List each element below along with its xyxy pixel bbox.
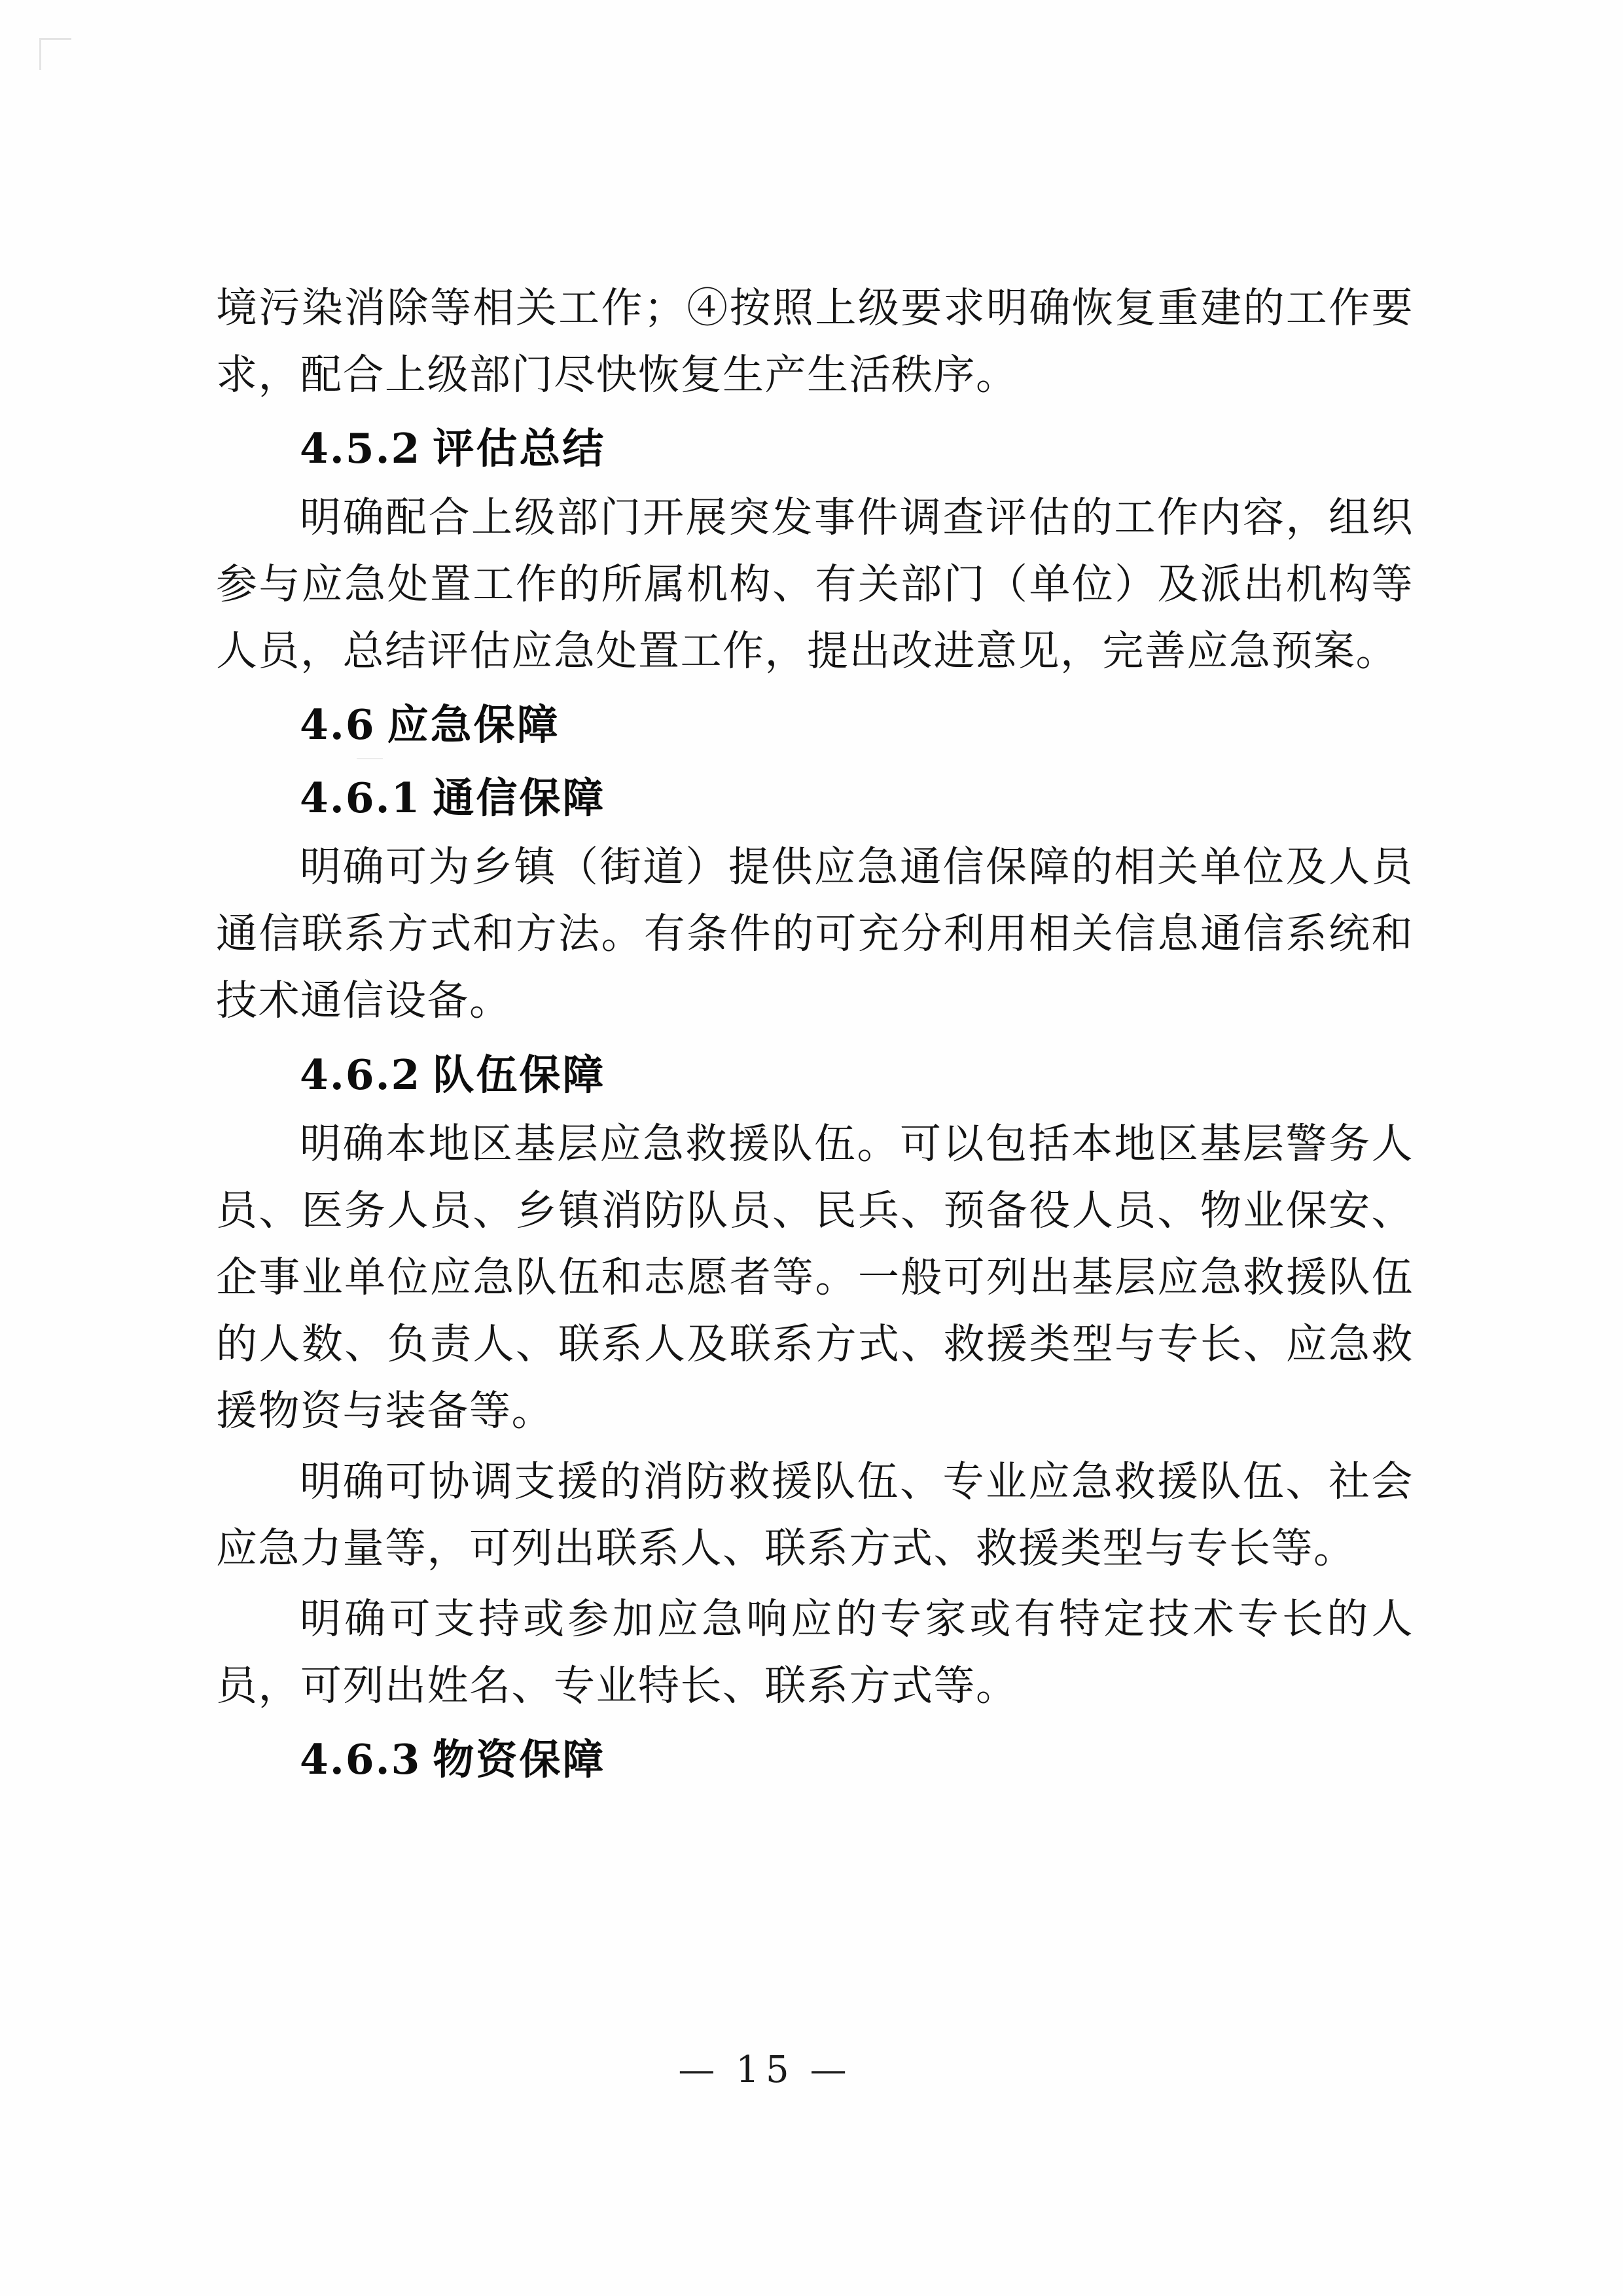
heading-4-6-1	[216, 764, 1414, 831]
heading-title: 队伍保障	[433, 1050, 606, 1099]
paragraph-team-support-3: 明确可支持或参加应急响应的专家或有特定技术专长的人员，可列出姓名、专业特长、联系方式等。	[216, 1594, 1414, 1710]
heading-title: 通信保障	[433, 774, 606, 823]
heading-title: 评估总结	[433, 424, 606, 473]
heading-number: 4.6.2	[300, 1050, 421, 1099]
heading-title: 物资保障	[433, 1734, 606, 1784]
page-number-left-dash: —	[678, 2049, 722, 2091]
paragraph-team-support-2: 明确可协调支援的消防救援队伍、专业应急救援队伍、社会应急力量等，可列出联系人、联系方式、救援类型与专长等。	[216, 1457, 1414, 1572]
heading-number: 4.6.3	[300, 1734, 421, 1784]
heading-title: 应急保障	[387, 700, 560, 749]
heading-4-6-2	[216, 1041, 1414, 1108]
page-number-right-dash: —	[810, 2049, 853, 2091]
heading-4-6	[216, 691, 1414, 758]
paragraph-assessment-summary: 明确配合上级部门开展突发事件调查评估的工作内容，组织参与应急处置工作的所属机构、有关部门（单位）及派出机构等人员，总结评估应急处置工作，提出改进意见，完善应急预案。	[216, 493, 1414, 675]
paragraph-continued-recovery: 境污染消除等相关工作；④按照上级要求明确恢复重建的工作要求，配合上级部门尽快恢复生产生活秩序。	[216, 284, 1414, 399]
heading-4-5-2	[216, 415, 1414, 482]
heading-number: 4.6.1	[300, 774, 421, 823]
document-body	[216, 275, 1414, 1795]
heading-number: 4.6	[300, 700, 376, 749]
paragraph-communication-support: 明确可为乡镇（街道）提供应急通信保障的相关单位及人员通信联系方式和方法。有条件的可充分利用相关信息通信系统和技术通信设备。	[216, 843, 1414, 1025]
paragraph-team-support-1: 明确本地区基层应急救援队伍。可以包括本地区基层警务人员、医务人员、乡镇消防队员、民兵、预备役人员、物业保安、企事业单位应急队伍和志愿者等。一般可列出基层应急救援队伍的人数、负责人、联系人及联系方式、救援类型与专长、应急救援物资与装备等。	[216, 1119, 1414, 1435]
page-corner-mark	[39, 38, 71, 70]
heading-number: 4.5.2	[300, 424, 421, 473]
page-number	[0, 2049, 1623, 2091]
page-number-value: 15	[736, 2049, 796, 2091]
heading-4-6-3	[216, 1726, 1414, 1793]
